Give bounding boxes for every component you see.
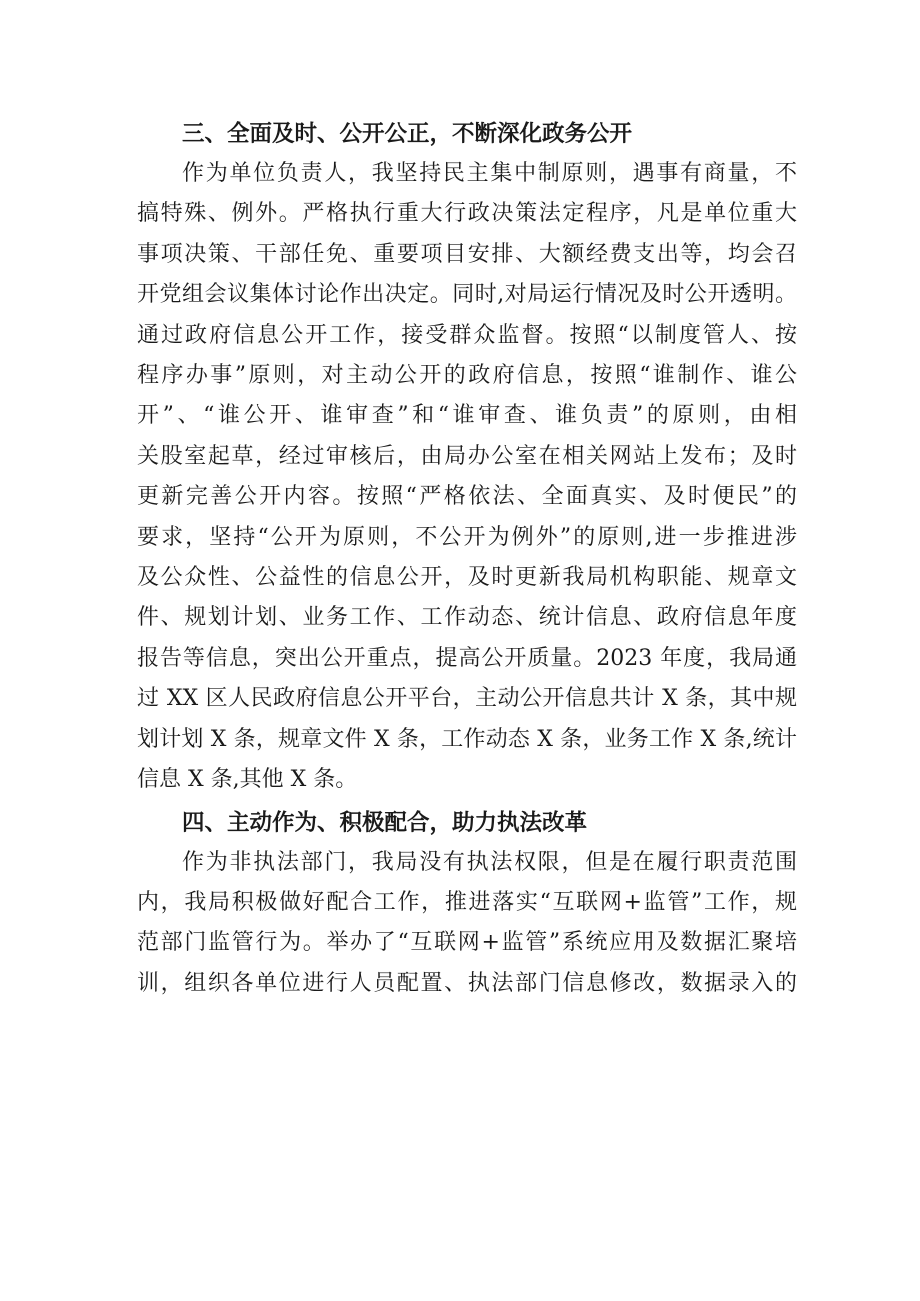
paragraph-line: 要求，坚持“公开为原则，不公开为例外”的原则,进一步推进涉 [137, 524, 797, 550]
paragraph-line: 信息 X 条,其他 X 条。 [137, 767, 358, 793]
paragraph-line: 内，我局积极做好配合工作，推进落实“互联网+监管”工作，规 [137, 889, 797, 915]
section-4-paragraph [137, 843, 797, 1005]
section-3-paragraph [137, 154, 797, 801]
paragraph-line: 开党组会议集体讨论作出决定。同时,对局运行情况及时公开透明。 [137, 282, 797, 308]
paragraph-line: 更新完善公开内容。按照“严格依法、全面真实、及时便民”的 [137, 484, 797, 510]
paragraph-line: 通过政府信息公开工作，接受群众监督。按照“以制度管人、按 [137, 322, 797, 348]
paragraph-line: 事项决策、干部任免、重要项目安排、大额经费支出等，均会召 [137, 241, 797, 267]
paragraph-line: 关股室起草，经过审核后，由局办公室在相关网站上发布；及时 [137, 443, 797, 469]
paragraph-line: 及公众性、公益性的信息公开，及时更新我局机构职能、规章文 [137, 565, 797, 591]
paragraph-line: 报告等信息，突出公开重点，提高公开质量。2023 年度，我局通 [137, 645, 797, 671]
section-3-heading: 三、全面及时、公开公正，不断深化政务公开 [182, 121, 633, 147]
document-page [137, 114, 797, 1004]
paragraph-line: 过 XX 区人民政府信息公开平台，主动公开信息共计 X 条，其中规 [137, 686, 797, 712]
paragraph-line: 划计划 X 条，规章文件 X 条，工作动态 X 条，业务工作 X 条,统计 [137, 726, 797, 752]
paragraph-line: 作为非执法部门，我局没有执法权限，但是在履行职责范围 [182, 849, 797, 875]
section-4-heading: 四、主动作为、积极配合，助力执法改革 [182, 809, 588, 836]
paragraph-line: 件、规划计划、业务工作、工作动态、统计信息、政府信息年度 [137, 605, 797, 631]
paragraph-line: 作为单位负责人，我坚持民主集中制原则，遇事有商量，不 [182, 161, 797, 186]
paragraph-line: 程序办事”原则，对主动公开的政府信息，按照“谁制作、谁公 [137, 363, 797, 389]
paragraph-line: 范部门监管行为。举办了“互联网+监管”系统应用及数据汇聚培 [137, 930, 797, 956]
paragraph-line: 搞特殊、例外。严格执行重大行政决策法定程序，凡是单位重大 [137, 201, 797, 227]
paragraph-line: 开”、“谁公开、谁审查”和“谁审查、谁负责”的原则，由相 [137, 403, 797, 429]
paragraph-line: 训，组织各单位进行人员配置、执法部门信息修改，数据录入的 [137, 970, 797, 996]
